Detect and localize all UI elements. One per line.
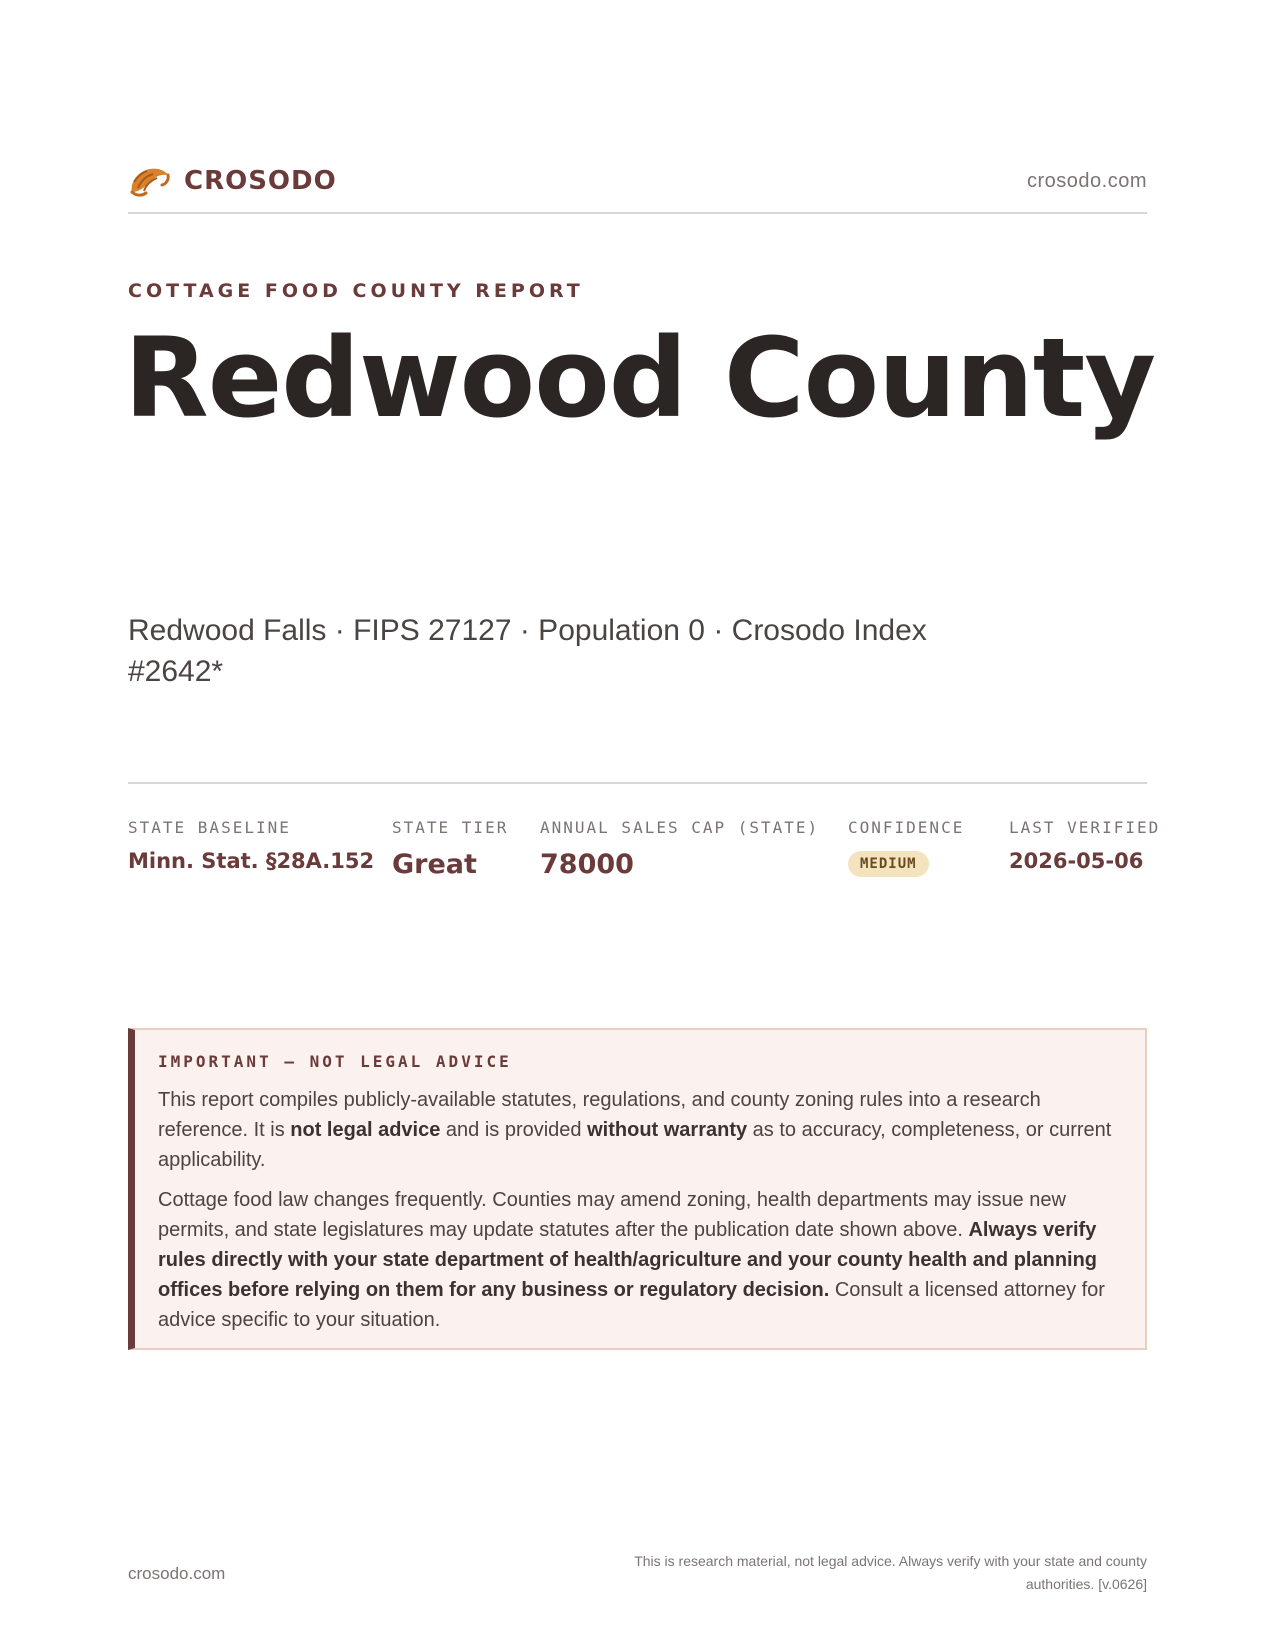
brand-name: CROSODO xyxy=(184,166,337,196)
fact-state-tier xyxy=(392,818,508,880)
fact-label: CONFIDENCE xyxy=(848,818,965,837)
notice-text: This report compiles publicly-available statutes, regulations, and county zoning rules into a research reference. It is xyxy=(158,1089,1041,1141)
fact-confidence xyxy=(848,818,964,877)
county-subtitle: Redwood Falls · FIPS 27127 · Population 0 · Crosodo Index #2642* xyxy=(128,614,927,688)
notice-emphasis: Always verify rules directly with your state department of health/agriculture and your county health and planning offices before relying on them for any business or regulatory decision. xyxy=(158,1219,1098,1301)
fact-value: 2026-05-06 xyxy=(1009,849,1144,873)
facts-row xyxy=(128,818,1161,898)
notice-emphasis: without warranty xyxy=(587,1119,748,1141)
county-title: Redwood County xyxy=(124,314,1156,442)
fact-label: ANNUAL SALES CAP (STATE) xyxy=(540,818,820,837)
fact-value: 78000 xyxy=(540,849,634,880)
notice-paragraph-1 xyxy=(158,1085,1119,1175)
fact-label: STATE TIER xyxy=(392,818,509,837)
confidence-badge: MEDIUM xyxy=(848,851,929,877)
notice-text: and is provided xyxy=(440,1119,588,1141)
report-eyebrow: COTTAGE FOOD COUNTY REPORT xyxy=(128,280,584,302)
legal-notice xyxy=(128,1028,1147,1350)
page-header xyxy=(128,156,1147,214)
fact-label: STATE BASELINE xyxy=(128,818,291,837)
fact-annual-sales-cap xyxy=(540,818,819,880)
fact-state-baseline xyxy=(128,818,374,873)
footer-site-url[interactable]: crosodo.com xyxy=(128,1564,226,1583)
fact-value: Minn. Stat. §28A.152 xyxy=(128,849,375,873)
fact-label: LAST VERIFIED xyxy=(1009,818,1161,837)
notice-emphasis: not legal advice xyxy=(290,1119,441,1141)
notice-text: Cottage food law changes frequently. Counties may amend zoning, health departments may issue new permits, and state legislatures may update statutes after the publication date shown above. xyxy=(158,1189,1066,1241)
notice-title: IMPORTANT — NOT LEGAL ADVICE xyxy=(158,1052,512,1071)
fact-value: Great xyxy=(392,849,477,880)
notice-paragraph-2 xyxy=(158,1185,1119,1335)
notice-text: as to accuracy, completeness, or current applicability. xyxy=(158,1119,1112,1171)
fact-last-verified xyxy=(1009,818,1160,873)
report-page xyxy=(124,0,1161,1650)
croissant-icon xyxy=(128,162,170,200)
footer-disclaimer: This is research material, not legal advice. Always verify with your state and county authorities. [v.0626] xyxy=(634,1553,1147,1592)
section-divider xyxy=(128,782,1147,784)
brand[interactable] xyxy=(128,162,337,200)
notice-text: Consult a licensed attorney for advice specific to your situation. xyxy=(158,1279,1105,1331)
header-site-url[interactable]: crosodo.com xyxy=(1027,170,1147,192)
